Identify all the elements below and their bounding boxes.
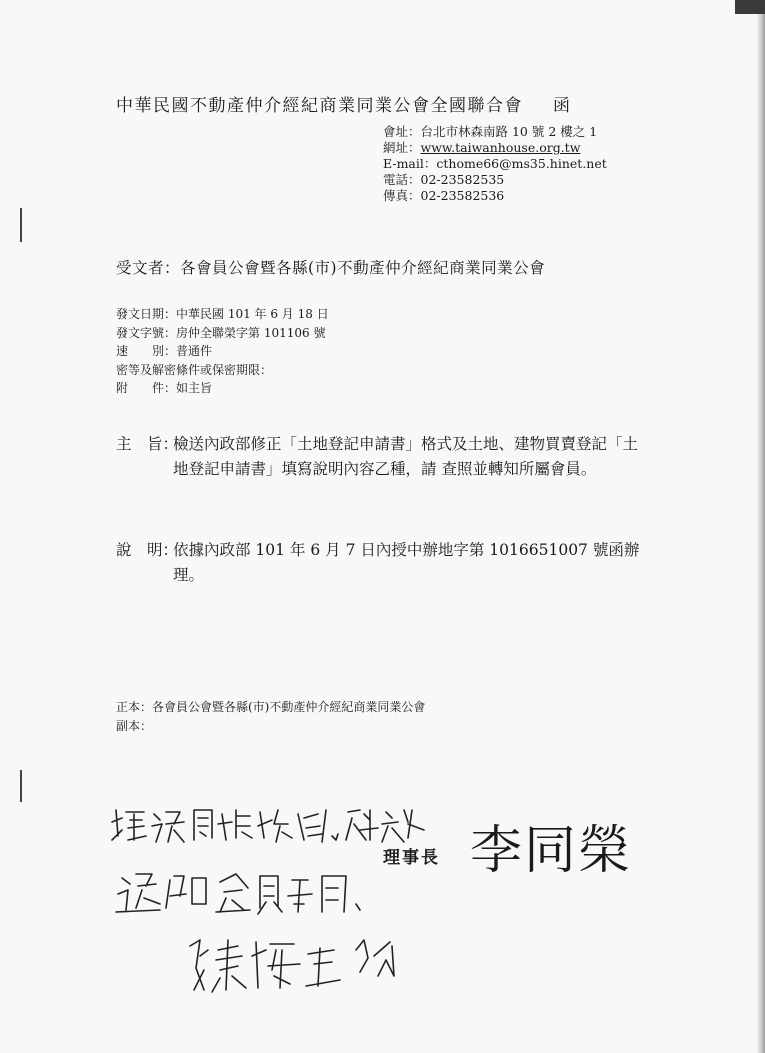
copies-cc: 副本： (116, 719, 153, 733)
description-text: 依據內政部 101 年 6 月 7 日內授中辦地字第 1016651007 號函辦理。 (173, 541, 640, 584)
meta-speed: 速 別：普通件 (116, 344, 213, 358)
scan-edge (757, 0, 765, 1053)
punch-mark-top (20, 208, 22, 242)
recipient-line: 受文者：各會員公會暨各縣(市)不動產仲介經紀商業同業公會 (116, 259, 546, 277)
letterhead (116, 91, 572, 116)
meta-date: 發文日期：中華民國 101 年 6 月 18 日 (116, 307, 329, 321)
handwritten-signature (188, 940, 266, 977)
punch-mark-bottom (20, 770, 22, 802)
handwritten-line-2 (108, 870, 272, 907)
subject-label: 主 旨： (116, 435, 179, 453)
contact-fax: 傳真：02-23582536 (383, 188, 505, 203)
contact-address: 會址：台北市林森南路 10 號 2 樓之 1 (383, 124, 598, 139)
handwritten-date (348, 940, 406, 970)
document-meta (116, 305, 329, 398)
website-link[interactable]: www.taiwanhouse.org.tw (420, 140, 581, 155)
meta-attachment: 附 件：如主旨 (116, 381, 213, 395)
contact-phone: 電話：02-23582535 (383, 172, 505, 187)
subject-text: 檢送內政部修正「土地登記申請書」格式及土地、建物買賣登記「土地登記申請書」填寫說明內容乙種，請 查照並轉知所屬會員。 (173, 435, 639, 478)
website-label: 網址： (383, 140, 421, 155)
copies-block (116, 698, 425, 736)
description-label: 說 明： (116, 541, 179, 559)
contact-website-row (383, 140, 607, 156)
handwritten-note (108, 800, 438, 1020)
scan-corner (735, 0, 765, 14)
meta-number: 發文字號：房仲全聯榮字第 101106 號 (116, 325, 326, 340)
handwritten-line-1 (108, 800, 350, 837)
meta-secrecy: 密等及解密條件或保密期限： (116, 362, 273, 377)
copies-main: 正本：各會員公會暨各縣(市)不動產仲介經紀商業同業公會 (116, 700, 426, 714)
contact-block (383, 124, 607, 204)
contact-email: E-mail：cthome66@ms35.hinet.net (383, 156, 607, 171)
chairman-title: 理事長 (383, 848, 440, 868)
doc-type: 函 (553, 96, 572, 116)
chairman-name: 李同榮 (470, 821, 633, 881)
org-name: 中華民國不動產仲介經紀商業同業公會全國聯合會 (116, 96, 523, 116)
